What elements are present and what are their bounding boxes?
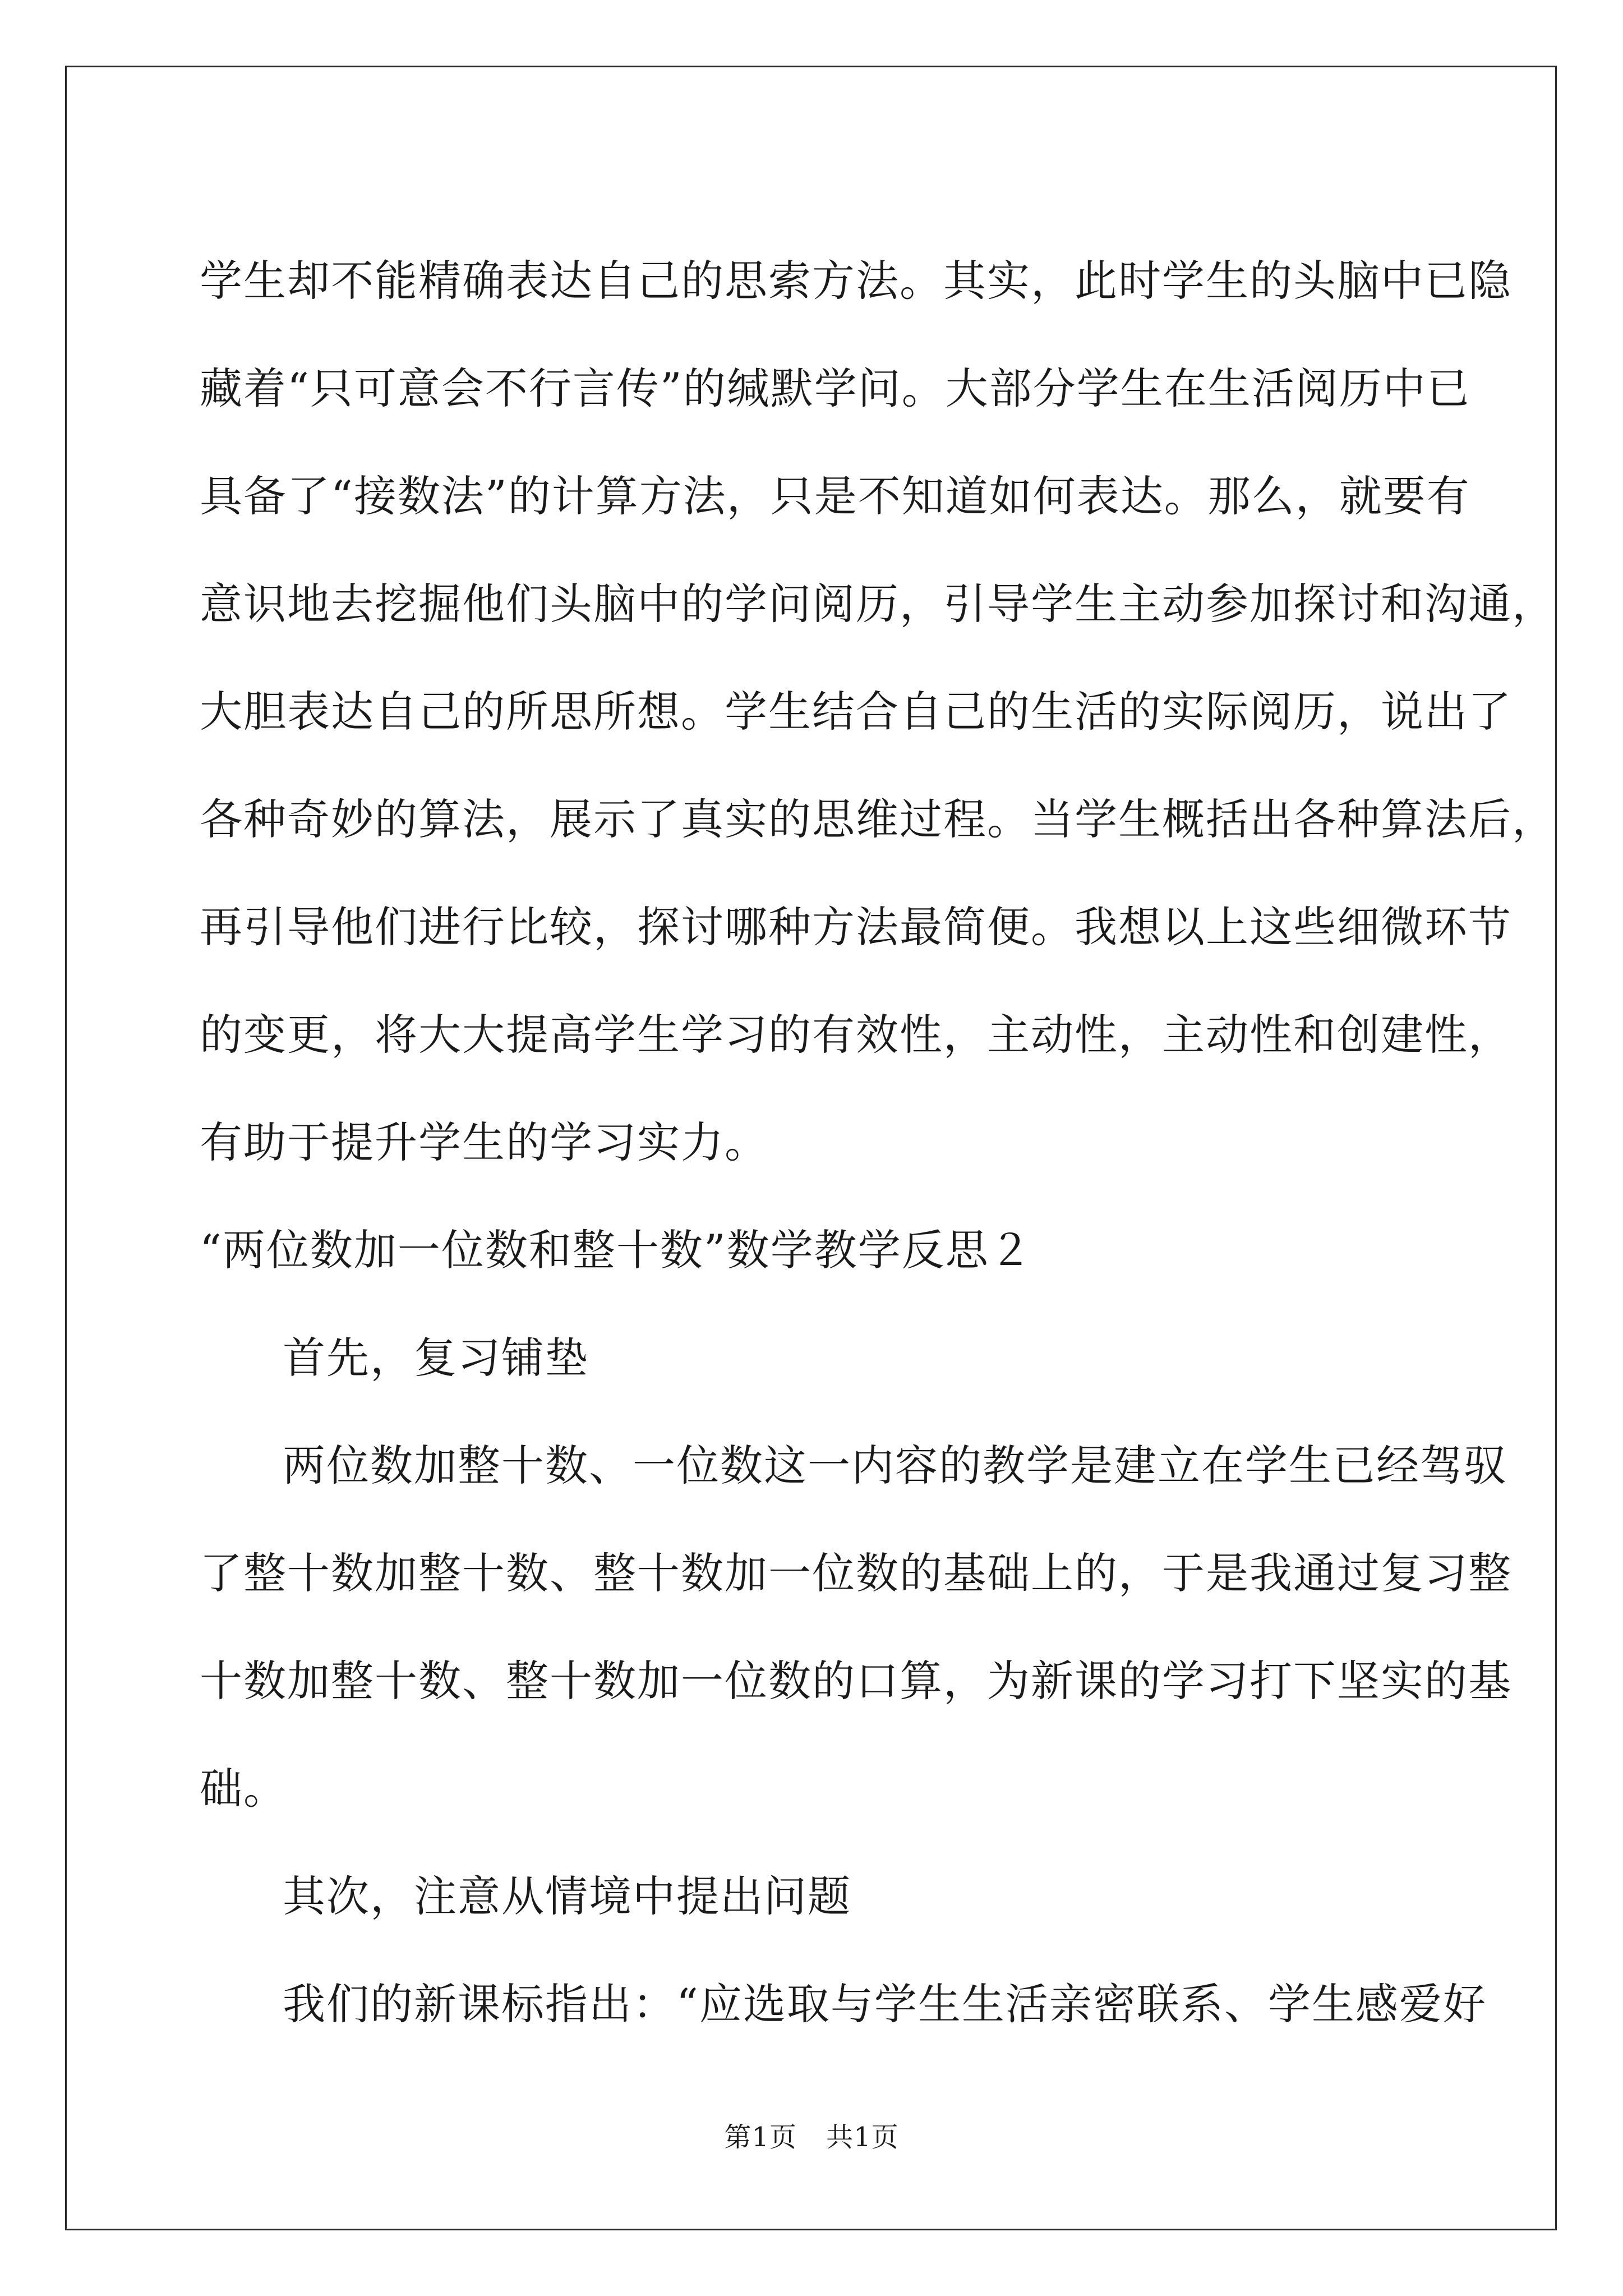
page-total: 共1页 [826,2122,899,2153]
document-body [200,227,1556,2058]
heading-review: 首先，复习铺垫 [283,1333,589,1383]
paragraph-line: 意识地去挖掘他们头脑中的学问阅历，引导学生主动参加探讨和沟通， [200,579,1556,629]
paragraph-line: 有助于提升学生的学习实力。 [200,1117,768,1167]
paragraph-line: 十数加整十数、整十数加一位数的口算，为新课的学习打下坚实的基 [200,1656,1512,1706]
paragraph-line: 两位数加整十数、一位数这一内容的教学是建立在学生已经驾驭 [283,1441,1507,1490]
paragraph-line: 各种奇妙的算法，展示了真实的思维过程。当学生概括出各种算法后， [200,794,1556,844]
paragraph-line: 大胆表达自己的所思所想。学生结合自己的生活的实际阅历，说出了 [200,687,1512,737]
paragraph-line: 学生却不能精确表达自己的思索方法。其实，此时学生的头脑中已隐 [200,256,1512,306]
page-number: 第1页 [724,2122,797,2153]
page-footer [0,2120,1623,2154]
paragraph-line: 藏着“只可意会不行言传”的缄默学问。大部分学生在生活阅历中已 [200,364,1470,413]
paragraph-line: 础。 [200,1764,287,1814]
paragraph-line: 具备了“接数法”的计算方法，只是不知道如何表达。那么，就要有 [200,471,1470,521]
paragraph-line: 的变更，将大大提高学生学习的有效性，主动性，主动性和创建性， [200,1010,1512,1060]
paragraph-line: 了整十数加整十数、整十数加一位数的基础上的，于是我通过复习整 [200,1548,1512,1598]
section-title: “两位数加一位数和整十数”数学教学反思２ [200,1225,1033,1275]
heading-context: 其次，注意从情境中提出问题 [283,1871,851,1921]
paragraph-line: 再引导他们进行比较，探讨哪种方法最简便。我想以上这些细微环节 [200,902,1512,952]
paragraph-line: 我们的新课标指出：“应选取与学生生活亲密联系、学生感爱好 [283,1979,1487,2029]
